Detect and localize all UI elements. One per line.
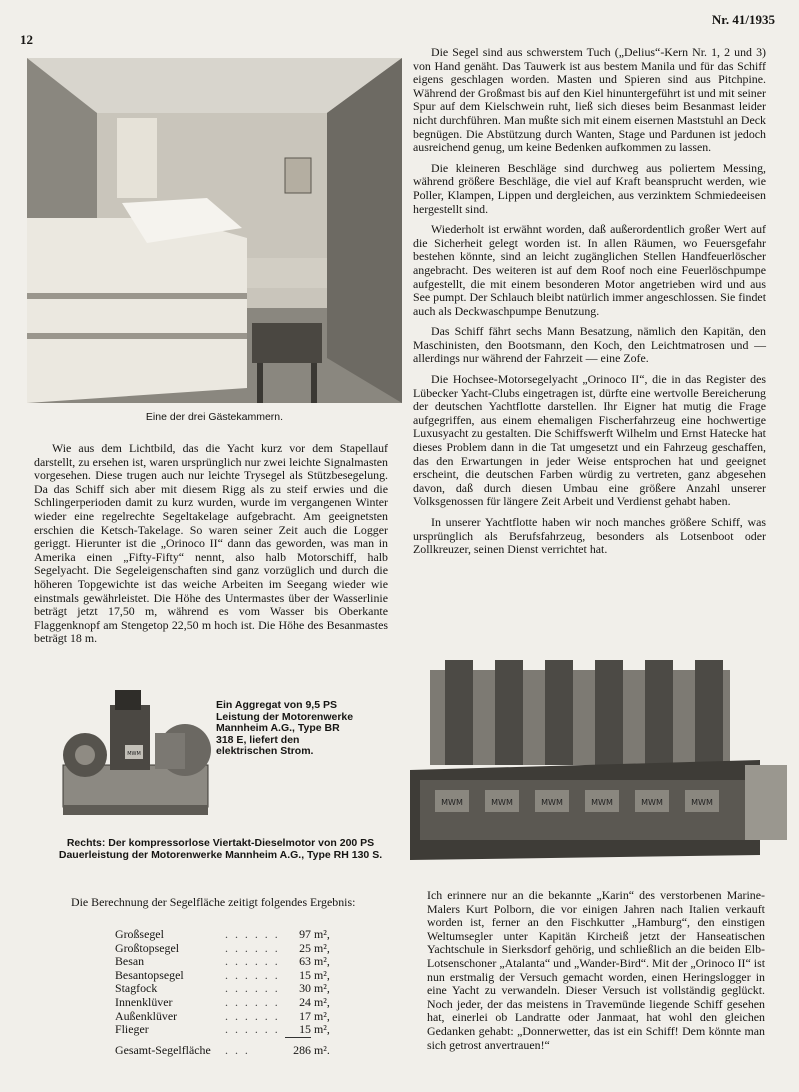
sail-unit: m², <box>314 981 330 996</box>
sail-value: 63 <box>299 954 311 969</box>
right-paragraph: Die Segel sind aus schwerstem Tuch („Delius“-Kern Nr. 1, 2 und 3) von Hand genäht. Das Tauwerk ist aus bestem Manila und für das Schiff eigens geschlagen worden. Masten und Spieren sind aus Pitchpine. Während der Großmast bis auf den Kiel hinuntergeführt ist und mit seiner Spur auf dem Kielschwein ruht, ließ sich dieses beim Besanmast leider nicht durchführen. Man mußte sich mit einem eisernen Maststuhl an Deck begnügen. Die Abstützung durch Wanten, Stage und Pardunen ist jedoch ausreichend genug, um keine Bedenken aufkommen zu lassen. <box>413 45 766 155</box>
sail-name: Besan <box>115 954 145 969</box>
issue-number: Nr. 41/1935 <box>711 12 775 27</box>
closing-paragraph: Ich erinnere nur an die bekannte „Karin“ des verstorbenen Marine-Malers Kurt Polborn, die vor einigen Jahren nach Italien verkauft worden ist, ferner an den Fischkutter „Hamburg“, den einstigen Weltumsegler unter Kapitän Kircheiß jetzt der Hanseatischen Yachtschule in Sierksdorf gehörig, und schließlich an die beiden Elb-Lotsenschoner „Atalanta“ und „Wander-Bird“. Mit der „Orinoco II“ ist nun erstmalig der Versuch gemacht worden, einen Heringslogger in eine Yacht zu verwandeln. Dieser Versuch ist vollständig geglückt. Noch jeder, der das meistens in Travemünde liegende Schiff gesehen hat, einerlei ob Landratte oder Janmaat, hat wohl den gleichen Gedanken gehabt: „Donnerwetter, das ist ein Schiff! Dem könnte man sich getrost anvertrauen!“ <box>427 888 765 1052</box>
right-paragraph: Wiederholt ist erwähnt worden, daß außerordentlich großer Wert auf die Sicherheit gelegt worden ist. In allen Räumen, wo Feuersgefahr bestehen könnte, sind an leicht zugänglichen Stellen Handfeuerlöscher angebracht. Des weiteren ist auf dem Roof noch eine Feuerlöschpumpe aufgestellt, die mit einem besonderen Motor angetrieben wird und aus See pumpt. Der Schlauch bleibt natürlich immer angeschlossen. Sie findet auch als Deckwaschpumpe Benutzung. <box>413 222 766 318</box>
engine-plate: MWM <box>541 798 563 807</box>
sail-value: 30 <box>299 981 311 996</box>
sail-name: Innenklüver <box>115 994 173 1009</box>
cabin-photo <box>27 58 402 403</box>
sail-name: Stagfock <box>115 981 158 996</box>
table-row <box>115 982 330 996</box>
leader-dots: . . . <box>225 1042 250 1057</box>
sail-unit: m², <box>314 967 330 982</box>
table-row <box>115 1023 330 1037</box>
sail-value: 15 <box>299 967 311 982</box>
sail-area-intro <box>53 896 388 910</box>
sail-name: Flieger <box>115 1022 149 1037</box>
sail-area-intro-text: Die Berechnung der Segelfläche zeitigt folgendes Ergebnis: <box>71 895 356 909</box>
leader-dots: . . . . . . <box>225 927 280 941</box>
leader-dots: . . . . . . <box>225 1008 280 1023</box>
sail-total-value: 286 <box>285 1037 311 1057</box>
sail-name: Großsegel <box>115 927 164 941</box>
sail-unit: m², <box>314 1022 330 1037</box>
sail-name: Außenklüver <box>115 1008 178 1023</box>
leader-dots: . . . . . . <box>225 967 280 982</box>
table-row <box>115 1010 330 1024</box>
right-paragraph: Die Hochsee-Motorsegelyacht „Orinoco II“, die in das Register des Lübecker Yacht-Clubs eingetragen ist, dürfte eine wertvolle Bereicherung der deutschen Yachtflotte darstellen. Ihr Eigner hat mutig die Frage aufgegriffen, aus einem ehemaligen Fischerfahrzeug eine hochwertige Luxusyacht zu gestalten. Die Schiffswerft Wilhelm und Ernst Hatecke hat dieses Problem dann in die Tat umgesetzt und ein Fahrzeug geschaffen, das den Erwartungen in jeder Weise entsprochen hat und geeignet erscheint, die deutschen Farben würdig zu vertreten, ganz abgesehen davon, daß durch diesen Umbau eine größere Anzahl unserer Volksgenossen für längere Zeit Arbeit und Verdienst gehabt haben. <box>413 372 766 509</box>
table-row <box>115 996 330 1010</box>
sail-unit: m², <box>314 940 330 955</box>
left-paragraph: Wie aus dem Lichtbild, das die Yacht kurz vor dem Stapellauf darstellt, zu ersehen ist, waren ursprünglich nur zwei leichte Signalmasten vorgesehen. Diese trugen auch nur leichte Trysegel als Stützbesegelung. Da das Schiff sich aber mit diesem Rigg als zu steif erwies und die Schlingerperioden damit zu kurz wurden, wurde im vergangenen Winter wieder eine regelrechte Segeltakelage aufgebracht. Am geeignetsten erschien die Ketsch-Takelage. So waren seiner Zeit auch die Logger geriggt. Hierunter ist die „Orinoco II“ dann das geworden, was man in Amerika einen „Fifty-Fifty“ nennt, also halb Motorschiff, halb Segelyacht. Die Segeleigenschaften sind ganz vorzüglich und durch die höheren Topgewichte ist das weiche Arbeiten im Seegang wieder wie einstmals gewährleistet. Die Höhe des Untermastes über der Wasserlinie beträgt jetzt 17,50 m, während es vom Wasser bis Oberkante Flaggenknopf am Stengetop 22,50 m hoch ist. Die Höhe des Besanmastes beträgt 18 m. <box>34 441 388 646</box>
sail-value: 15 <box>299 1022 311 1037</box>
table-row <box>115 928 330 942</box>
sail-area-table <box>115 928 330 1057</box>
leader-dots: . . . . . . <box>225 954 280 969</box>
sail-unit: m², <box>314 927 330 941</box>
sail-value: 17 <box>299 1008 311 1023</box>
table-total-row <box>115 1037 330 1057</box>
sail-total-name: Gesamt-Segelfläche <box>115 1042 211 1057</box>
leader-dots: . . . . . . <box>225 981 280 996</box>
leader-dots: . . . . . . <box>225 940 280 955</box>
bottom-right-column <box>427 889 765 1052</box>
sail-name: Großtopsegel <box>115 940 180 955</box>
engine-plate: MWM <box>641 798 663 807</box>
sail-unit: m², <box>314 1008 330 1023</box>
right-paragraph: In unserer Yachtflotte haben wir noch manches größere Schiff, was ursprünglich als Berufsfahrzeug, besonders als Lotsenboot oder Zollkreuzer, seinen Dienst verrichtet hat. <box>413 515 766 557</box>
diesel-engine-photo <box>400 660 790 875</box>
sail-value: 24 <box>299 994 311 1009</box>
sail-total-unit: m². <box>314 1042 330 1057</box>
engine-plate: MWM <box>441 798 463 807</box>
aggregate-caption: Ein Aggregat von 9,5 PS Leistung der Motorenwerke Mannheim A.G., Type BR 318 E, liefert den elektrischen Strom. <box>216 699 354 757</box>
right-paragraph: Die kleineren Beschläge sind durchweg aus poliertem Messing, während größere Beschläge, die viel auf Kraft beansprucht werden, wie Poller, Klampen, Lippen und dergleichen, aus verzinktem Schmiedeeisen hergestellt sind. <box>413 160 766 216</box>
cabin-photo-caption: Eine der drei Gästekammern. <box>145 411 284 423</box>
sail-value: 97 <box>299 927 311 941</box>
engine-plate: MWM <box>691 798 713 807</box>
table-row <box>115 942 330 956</box>
table-row <box>115 969 330 983</box>
leader-dots: . . . . . . <box>225 1022 280 1037</box>
leader-dots: . . . . . . <box>225 994 280 1009</box>
table-row <box>115 955 330 969</box>
sail-name: Besantopsegel <box>115 967 184 982</box>
right-paragraph: Das Schiff fährt sechs Mann Besatzung, nämlich den Kapitän, den Maschinisten, den Bootsmann, den Koch, den Leichtmatrosen und — allerdings nur während der Fahrzeit — eine Zofe. <box>413 324 766 366</box>
aggregate-plate: MWM <box>127 751 141 757</box>
sail-unit: m², <box>314 994 330 1009</box>
sail-value: 25 <box>299 940 311 955</box>
left-article-column <box>34 442 388 646</box>
right-article-column <box>413 46 766 557</box>
engine-plate: MWM <box>591 798 613 807</box>
aggregate-photo <box>55 685 215 825</box>
engine-plate: MWM <box>491 798 513 807</box>
page-number: 12 <box>20 32 33 47</box>
sail-unit: m², <box>314 954 330 969</box>
engine-caption: Rechts: Der kompressorlose Viertakt-Dieselmotor von 200 PS Dauerleistung der Motorenwerke Mannheim A.G., Type RH 130 S. <box>58 837 383 861</box>
